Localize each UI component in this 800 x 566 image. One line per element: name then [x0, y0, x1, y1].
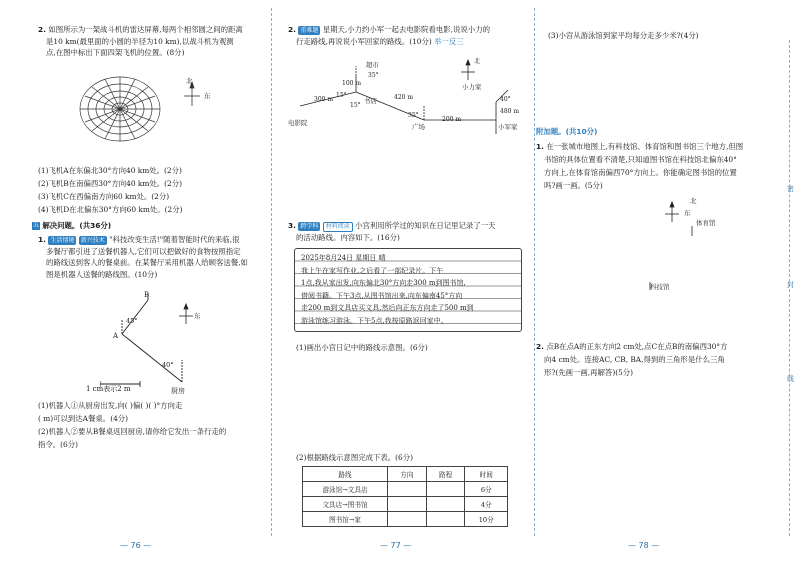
xiaojun-home-label: 小军家 [498, 123, 518, 131]
bonus-title: 附加题。(共10分) [536, 127, 598, 136]
q2-text: 2. 如图所示为一架战斗机的雷达屏幕,每两个相邻圆之间的距离 是10 km(最里面的小圆的半径为10 km),以战斗机为观测 点,在图中标出下面四架飞机的位置。(8分) [38, 25, 243, 57]
table-row: 游泳馆→文具店 6分 [303, 482, 508, 497]
angle-40: 40° [500, 96, 511, 103]
route-table [302, 466, 508, 527]
radar-north-label: 北 [186, 77, 193, 85]
plaza-label: 广场 [412, 123, 425, 131]
page-76 [0, 0, 268, 566]
supermarket-label: 超市 [366, 61, 379, 69]
angle-40-label: 40° [162, 361, 174, 369]
map2-east-label: 东 [684, 209, 691, 217]
point-a-label: A [113, 332, 119, 340]
q3-sub2: (2)根据路线示意图完成下表。(6分) [296, 453, 414, 462]
link-extend[interactable]: 举一反三 [434, 36, 464, 46]
distance-100: 100 m [342, 80, 362, 87]
distance-420: 420 m [394, 94, 414, 101]
page-number-77: — 77 — [380, 541, 412, 550]
tag-tech: 新兴技术 [80, 237, 105, 244]
table-header-row: 路线 方向 路程 时间 [303, 467, 508, 482]
science-museum-label: 科技馆 [650, 283, 670, 291]
tag-cross-subject: 跨学科 [300, 223, 319, 230]
tag-difficult: 重难题 [300, 27, 319, 34]
radar-diagram [70, 62, 240, 157]
bonus-q1-text: 1. 在一张城市地图上,有科技馆、体育馆和图书馆三个地方,但图 书馆的具体位置看不清楚,只知道图书馆在科技馆北偏东40° 方向上,在体育馆南偏西70°方向上。你能确定图书馆的位置 吗?画一画。(5分) [536, 142, 744, 190]
map2-north-label: 北 [690, 197, 697, 205]
table-cell-input[interactable] [388, 482, 427, 497]
angle-35b: 35° [408, 112, 419, 119]
map-north-label: 北 [474, 58, 481, 65]
distance-200: 200 m [442, 116, 462, 123]
stadium-label: 体育馆 [696, 219, 716, 227]
kitchen-label: 厨房 [171, 387, 185, 395]
section-five-heading: 五 解决问题。(共36分) [32, 221, 112, 230]
page-77 [272, 0, 532, 566]
point-b-label: B [144, 291, 150, 299]
tag-life: 生活情境 [50, 237, 75, 244]
angle-15b: 15° [350, 102, 361, 109]
angle-45-label: 45° [126, 317, 138, 325]
bookstore-label: 书店 [364, 97, 377, 105]
library-map-diagram [636, 196, 746, 296]
table-row: 图书馆→家 10分 [303, 512, 508, 527]
seal-char-1: 密 [787, 185, 794, 193]
angle-15a: 15° [336, 92, 347, 99]
q1-text: 1. 生活情境 新兴技术 "科技改变生活!"随着智能时代的来临,很 多餐厅都引进了送餐机器人,它们可以把做好的食物按照指定 的路线送到客人的餐桌前。在某餐厅采用机器人给顾客送餐,如 图是机器人送餐的路线图。(10分) [38, 235, 248, 279]
seal-char-3: 线 [787, 375, 794, 383]
seal-char-2: 封 [787, 281, 794, 289]
xiaoli-home-label: 小力家 [462, 83, 482, 91]
q2-items: (1)飞机A在东偏北30°方向40 km处。(2分) (2)飞机B在南偏西30°方向40 km处。(2分) (3)飞机C在西偏南方向60 km处。(2分) (4)飞机D在北偏东30°方向60 km处。(2分) [38, 166, 183, 214]
robot-route-diagram [100, 290, 220, 398]
section-icon: 五 [32, 222, 39, 229]
table-cell-input[interactable] [388, 497, 427, 512]
distance-300: 300 m [314, 96, 334, 103]
seal-line [789, 40, 790, 536]
tag-reading: 材料阅读 [323, 222, 353, 232]
robot-east-label: 东 [194, 312, 201, 320]
q3-text: 3. 跨学科 材料阅读 小宫利用所学过的知识在日记里记录了一天 的活动路线。内容如下。(16分) [288, 221, 496, 242]
scale-label: 1 cm表示2 m [86, 385, 131, 393]
cinema-label: 电影院 [288, 119, 308, 127]
angle-35a: 35° [368, 72, 379, 79]
diary-box: 2025年8月24日 星期日 晴 我上午在家写作业,之后看了一部纪录片。下午 1点,我从家出发,向东偏北30°方向走300 m到图书馆, 借阅书籍。下午3点,从图书馆出来,向东偏南45°方向 走200 m到文具店买文具,然后向正东方向走了500 m到 游泳馆练习游泳。下午5点,我按原路返回家中。 [294, 248, 522, 332]
bonus-q2-text: 2. 点B在点A的正东方向2 cm处,点C在点B的南偏西30°方 向4 cm处。连接AC, CB, BA,得到的三角形是什么三角 形?(先画一画,再解答)(5分) [536, 342, 728, 377]
table-row: 文具店→图书馆 4分 [303, 497, 508, 512]
page-78 [536, 0, 800, 566]
radar-east-label: 东 [204, 92, 211, 100]
q1-subquestions: (1)机器人①从厨房出发,向( )偏( )( )°方向走 ( m)可以到达A餐桌。(4分) (2)机器人②要从B餐桌返回厨房,请你给它发出一条行走的 指令。(6分) [38, 401, 227, 449]
q3-sub1: (1)画出小宫日记中的路线示意图。(6分) [296, 343, 428, 352]
page-divider-2 [534, 8, 535, 536]
table-cell-input[interactable] [426, 512, 465, 527]
table-cell-input[interactable] [388, 512, 427, 527]
table-cell-input[interactable] [426, 497, 465, 512]
q3-sub3: (3)小宫从游泳馆到家平均每分走多少米?(4分) [548, 31, 699, 40]
table-cell-input[interactable] [426, 482, 465, 497]
q2-map-text: 2. 重难题 星期天,小力约小军一起去电影院看电影,说说小力的 行走路线,再说说小军回家的路线。(10分) 举一反三 [288, 25, 490, 46]
page-number-78: — 78 — [628, 541, 660, 550]
page-number-76: — 76 — [120, 541, 152, 550]
distance-480: 480 m [500, 108, 520, 115]
